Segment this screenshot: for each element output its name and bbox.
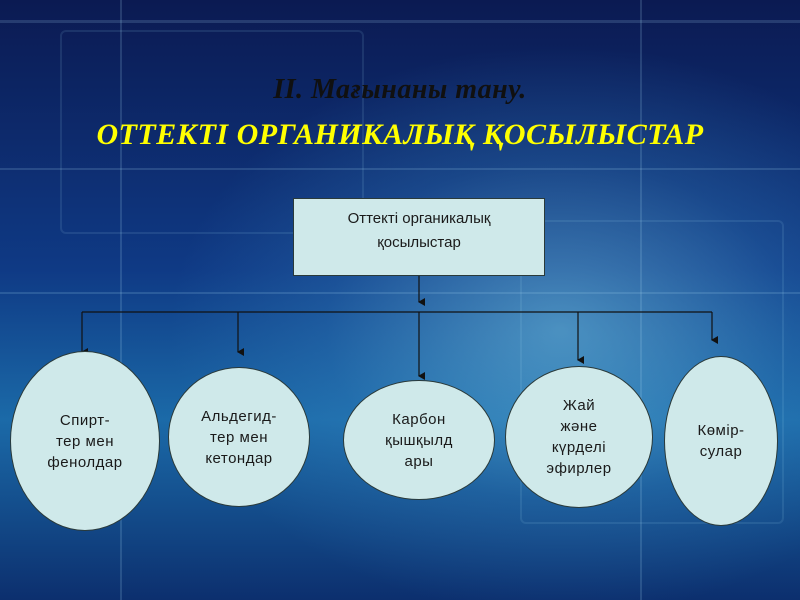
root-node-label: Оттекті органикалық қосылыстар: [347, 210, 491, 251]
node-aldehydes-ketones: [168, 367, 310, 507]
node-label: Альдегид- тер мен кетондар: [201, 407, 277, 467]
node-label: Көмір- сулар: [697, 422, 745, 460]
node-label: Жай және күрделі эфирлер: [546, 397, 612, 477]
root-node: [293, 198, 545, 276]
node-esters: [505, 366, 653, 508]
slide-heading: II. Мағынаны тану.: [273, 74, 527, 105]
node-carboxylic-acids: [343, 380, 495, 500]
node-alcohols-phenols: [10, 351, 160, 531]
node-carbohydrates: [664, 356, 778, 526]
node-label: Спирт- тер мен фенолдар: [47, 411, 123, 471]
node-label: Карбон қышқылд ары: [385, 410, 453, 470]
slide-title: ОТТЕКТІ ОРГАНИКАЛЫҚ ҚОСЫЛЫСТАР: [96, 118, 704, 151]
